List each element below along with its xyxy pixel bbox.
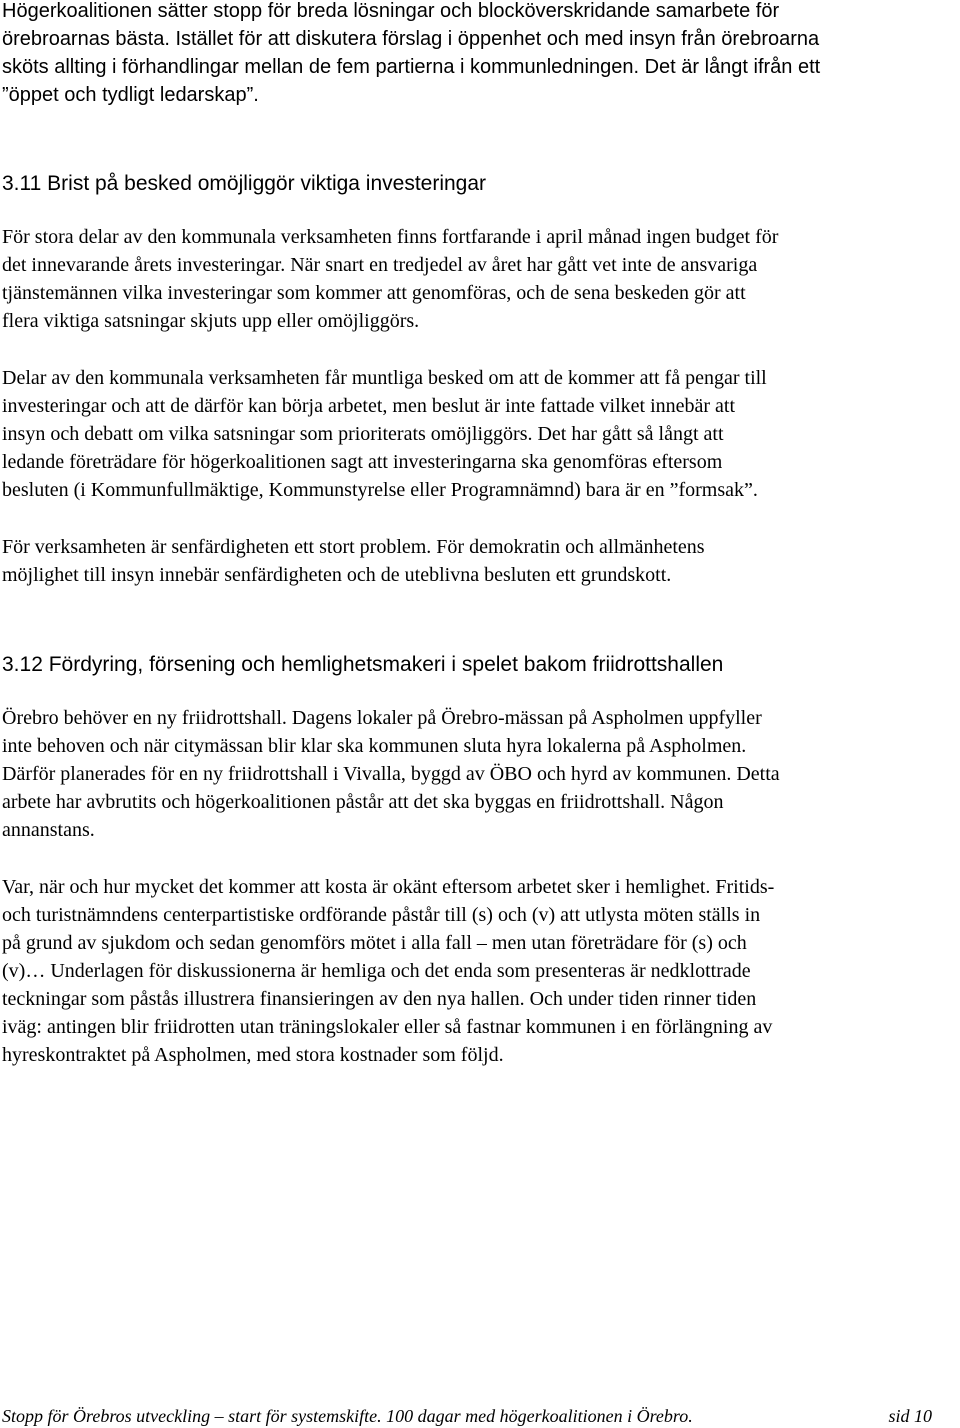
text-line: ledande företrädare för högerkoalitionen sagt att investeringarna ska genomföras eftersom <box>2 451 723 473</box>
section-heading: 3.11 Brist på besked omöjliggör viktiga investeringar <box>2 172 487 195</box>
text-line: arbete har avbrutits och högerkoalitionen påstår att det ska byggas en friidrottshall. Någon <box>2 791 724 813</box>
text-line: (v)… Underlagen för diskussionerna är hemliga och det enda som presenteras är nedklottrade <box>2 960 751 982</box>
text-line: på grund av sjukdom och sedan genomförs mötet i alla fall – men utan företrädare för (s) och <box>2 932 747 954</box>
text-line: teckningar som påstås illustrera finansieringen av den nya hallen. Och under tiden rinner tiden <box>2 988 757 1010</box>
text-line: Var, när och hur mycket det kommer att kosta är okänt eftersom arbetet sker i hemlighet. Fritids- <box>2 876 775 898</box>
text-line: Delar av den kommunala verksamheten får muntliga besked om att de kommer att få pengar till <box>2 367 767 389</box>
page-number: sid 10 <box>888 1406 932 1426</box>
text-line: örebroarnas bästa. Istället för att diskutera förslag i öppenhet och med insyn från örebroarna <box>2 28 820 50</box>
text-line: flera viktiga satsningar skjuts upp eller omöjliggörs. <box>2 310 420 332</box>
text-line: iväg: antingen blir friidrotten utan träningslokaler eller så fastnar kommunen i en förlängning av <box>2 1016 773 1038</box>
text-line: och turistnämndens centerpartistiske ordförande påstår till (s) och (v) att utlysta möten ställs in <box>2 904 761 926</box>
text-line: besluten (i Kommunfullmäktige, Kommunstyrelse eller Programnämnd) bara är en ”formsak”. <box>2 479 758 501</box>
section-heading: 3.12 Fördyring, försening och hemlighetsmakeri i spelet bakom friidrottshallen <box>2 653 724 676</box>
text-line: annanstans. <box>2 819 95 841</box>
text-line: Därför planerades för en ny friidrottshall i Vivalla, byggd av ÖBO och hyrd av kommunen. Detta <box>2 763 780 785</box>
text-line: möjlighet till insyn innebär senfärdigheten och de uteblivna besluten ett grundskott. <box>2 564 672 586</box>
footer-text: Stopp för Örebros utveckling – start för systemskifte. 100 dagar med högerkoalitionen i Örebro. <box>2 1406 693 1426</box>
text-line: hyreskontraktet på Aspholmen, med stora kostnader som följd. <box>2 1044 504 1066</box>
text-line: För stora delar av den kommunala verksamheten finns fortfarande i april månad ingen budget för <box>2 226 779 248</box>
text-line: investeringar och att de därför kan börja arbetet, men beslut är inte fattade vilket innebär att <box>2 395 736 417</box>
text-line: tjänstemännen vilka investeringar som kommer att genomföras, och de sena beskeden gör att <box>2 282 746 304</box>
text-line: insyn och debatt om vilka satsningar som prioriterats omöjliggörs. Det har gått så långt att <box>2 423 724 445</box>
text-line: det innevarande årets investeringar. När snart en tredjedel av året har gått vet inte de ansvariga <box>2 254 758 276</box>
text-line: inte behoven och när citymässan blir klar ska kommunen sluta hyra lokalerna på Aspholmen. <box>2 735 747 757</box>
text-line: ”öppet och tydligt ledarskap”. <box>2 84 259 106</box>
text-line: Örebro behöver en ny friidrottshall. Dagens lokaler på Örebro-mässan på Aspholmen uppfyller <box>2 707 762 729</box>
text-line: sköts allting i förhandlingar mellan de fem partierna i kommunledningen. Det är långt ifrån ett <box>2 56 821 78</box>
text-line: Högerkoalitionen sätter stopp för breda lösningar och blocköverskridande samarbete för <box>2 0 780 22</box>
text-line: För verksamheten är senfärdigheten ett stort problem. För demokratin och allmänhetens <box>2 536 705 558</box>
page-footer <box>2 1404 932 1428</box>
